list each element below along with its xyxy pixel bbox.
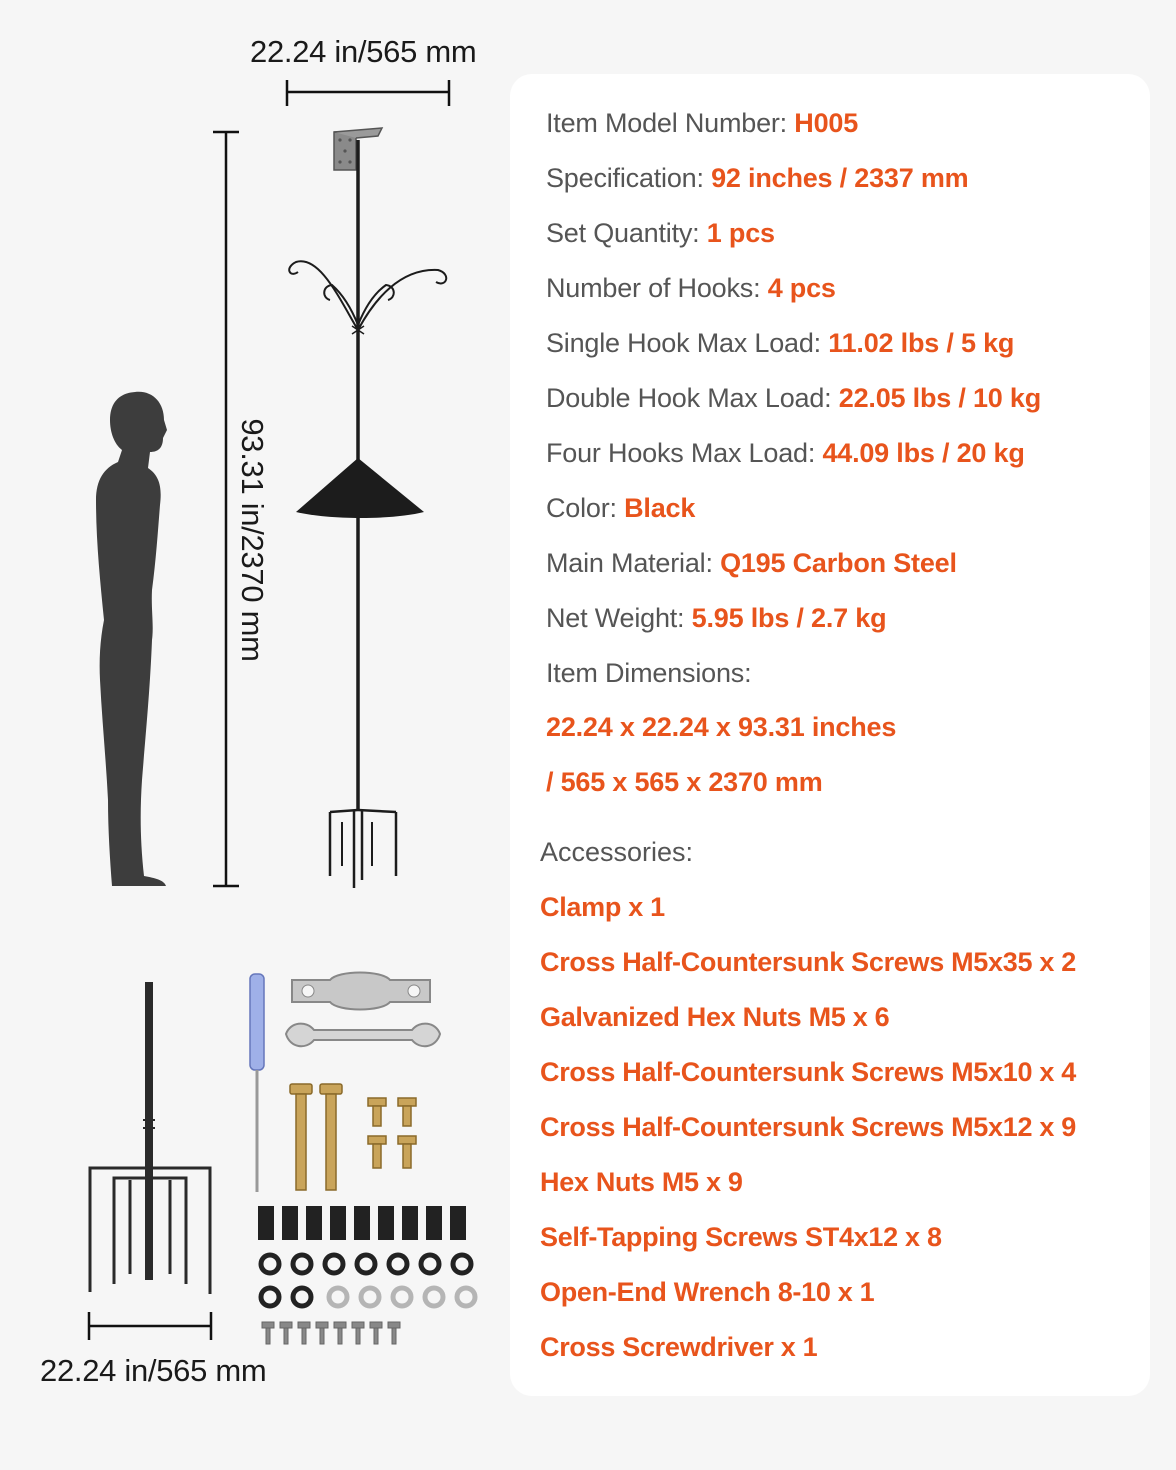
accessories-title: Accessories: bbox=[540, 837, 694, 867]
human-silhouette bbox=[96, 392, 167, 886]
spec-four-hooks-load: Four Hooks Max Load: 44.09 lbs / 20 kg bbox=[546, 438, 1025, 468]
spec-net-weight: Net Weight: 5.95 lbs / 2.7 kg bbox=[546, 603, 887, 633]
accessories-illustration bbox=[250, 973, 475, 1345]
spec-single-hook-load: Single Hook Max Load: 11.02 lbs / 5 kg bbox=[546, 328, 1015, 358]
width-dimension-top: 22.24 in/565 mm bbox=[250, 34, 477, 69]
spec-number-of-hooks: Number of Hooks: 4 pcs bbox=[546, 273, 836, 303]
spec-model-number: Item Model Number: H005 bbox=[546, 108, 859, 138]
accessory-item: Cross Screwdriver x 1 bbox=[540, 1332, 818, 1362]
spec-double-hook-load: Double Hook Max Load: 22.05 lbs / 10 kg bbox=[546, 383, 1042, 413]
screwdriver bbox=[250, 974, 264, 1070]
accessory-item: Galvanized Hex Nuts M5 x 6 bbox=[540, 1002, 890, 1032]
black-nuts bbox=[261, 1255, 471, 1306]
item-dimensions-mm: / 565 x 565 x 2370 mm bbox=[546, 767, 823, 797]
spec-main-material: Main Material: Q195 Carbon Steel bbox=[546, 548, 957, 578]
accessory-item: Hex Nuts M5 x 9 bbox=[540, 1167, 743, 1197]
accessory-item: Cross Half-Countersunk Screws M5x12 x 9 bbox=[540, 1112, 1076, 1142]
width-dimension-bottom: 22.24 in/565 mm bbox=[40, 1353, 267, 1388]
black-screws bbox=[258, 1206, 466, 1240]
stake-detail bbox=[90, 982, 210, 1294]
long-screws bbox=[290, 1084, 342, 1190]
wrench bbox=[286, 1024, 440, 1047]
galvanized-nuts bbox=[329, 1288, 475, 1306]
spec-color: Color: Black bbox=[546, 493, 696, 523]
short-screws bbox=[368, 1098, 416, 1168]
accessory-item: Cross Half-Countersunk Screws M5x35 x 2 bbox=[540, 947, 1076, 977]
accessory-item: Open-End Wrench 8-10 x 1 bbox=[540, 1277, 875, 1307]
spec-specification: Specification: 92 inches / 2337 mm bbox=[546, 163, 969, 193]
height-dimension-line bbox=[213, 132, 239, 886]
spec-set-quantity: Set Quantity: 1 pcs bbox=[546, 218, 775, 248]
product-illustration bbox=[0, 0, 505, 1470]
width-dimension-line-bottom bbox=[89, 1312, 211, 1340]
width-dimension-line-top bbox=[287, 80, 449, 106]
accessory-item: Self-Tapping Screws ST4x12 x 8 bbox=[540, 1222, 942, 1252]
accessory-item: Clamp x 1 bbox=[540, 892, 665, 922]
spec-item-dimensions: Item Dimensions: bbox=[546, 658, 752, 688]
self-tapping-screws bbox=[262, 1322, 400, 1344]
item-dimensions-inches: 22.24 x 22.24 x 93.31 inches bbox=[546, 712, 897, 742]
assembled-pole bbox=[289, 128, 446, 888]
height-dimension: 93.31 in/2370 mm bbox=[235, 418, 270, 662]
accessory-item: Cross Half-Countersunk Screws M5x10 x 4 bbox=[540, 1057, 1076, 1087]
